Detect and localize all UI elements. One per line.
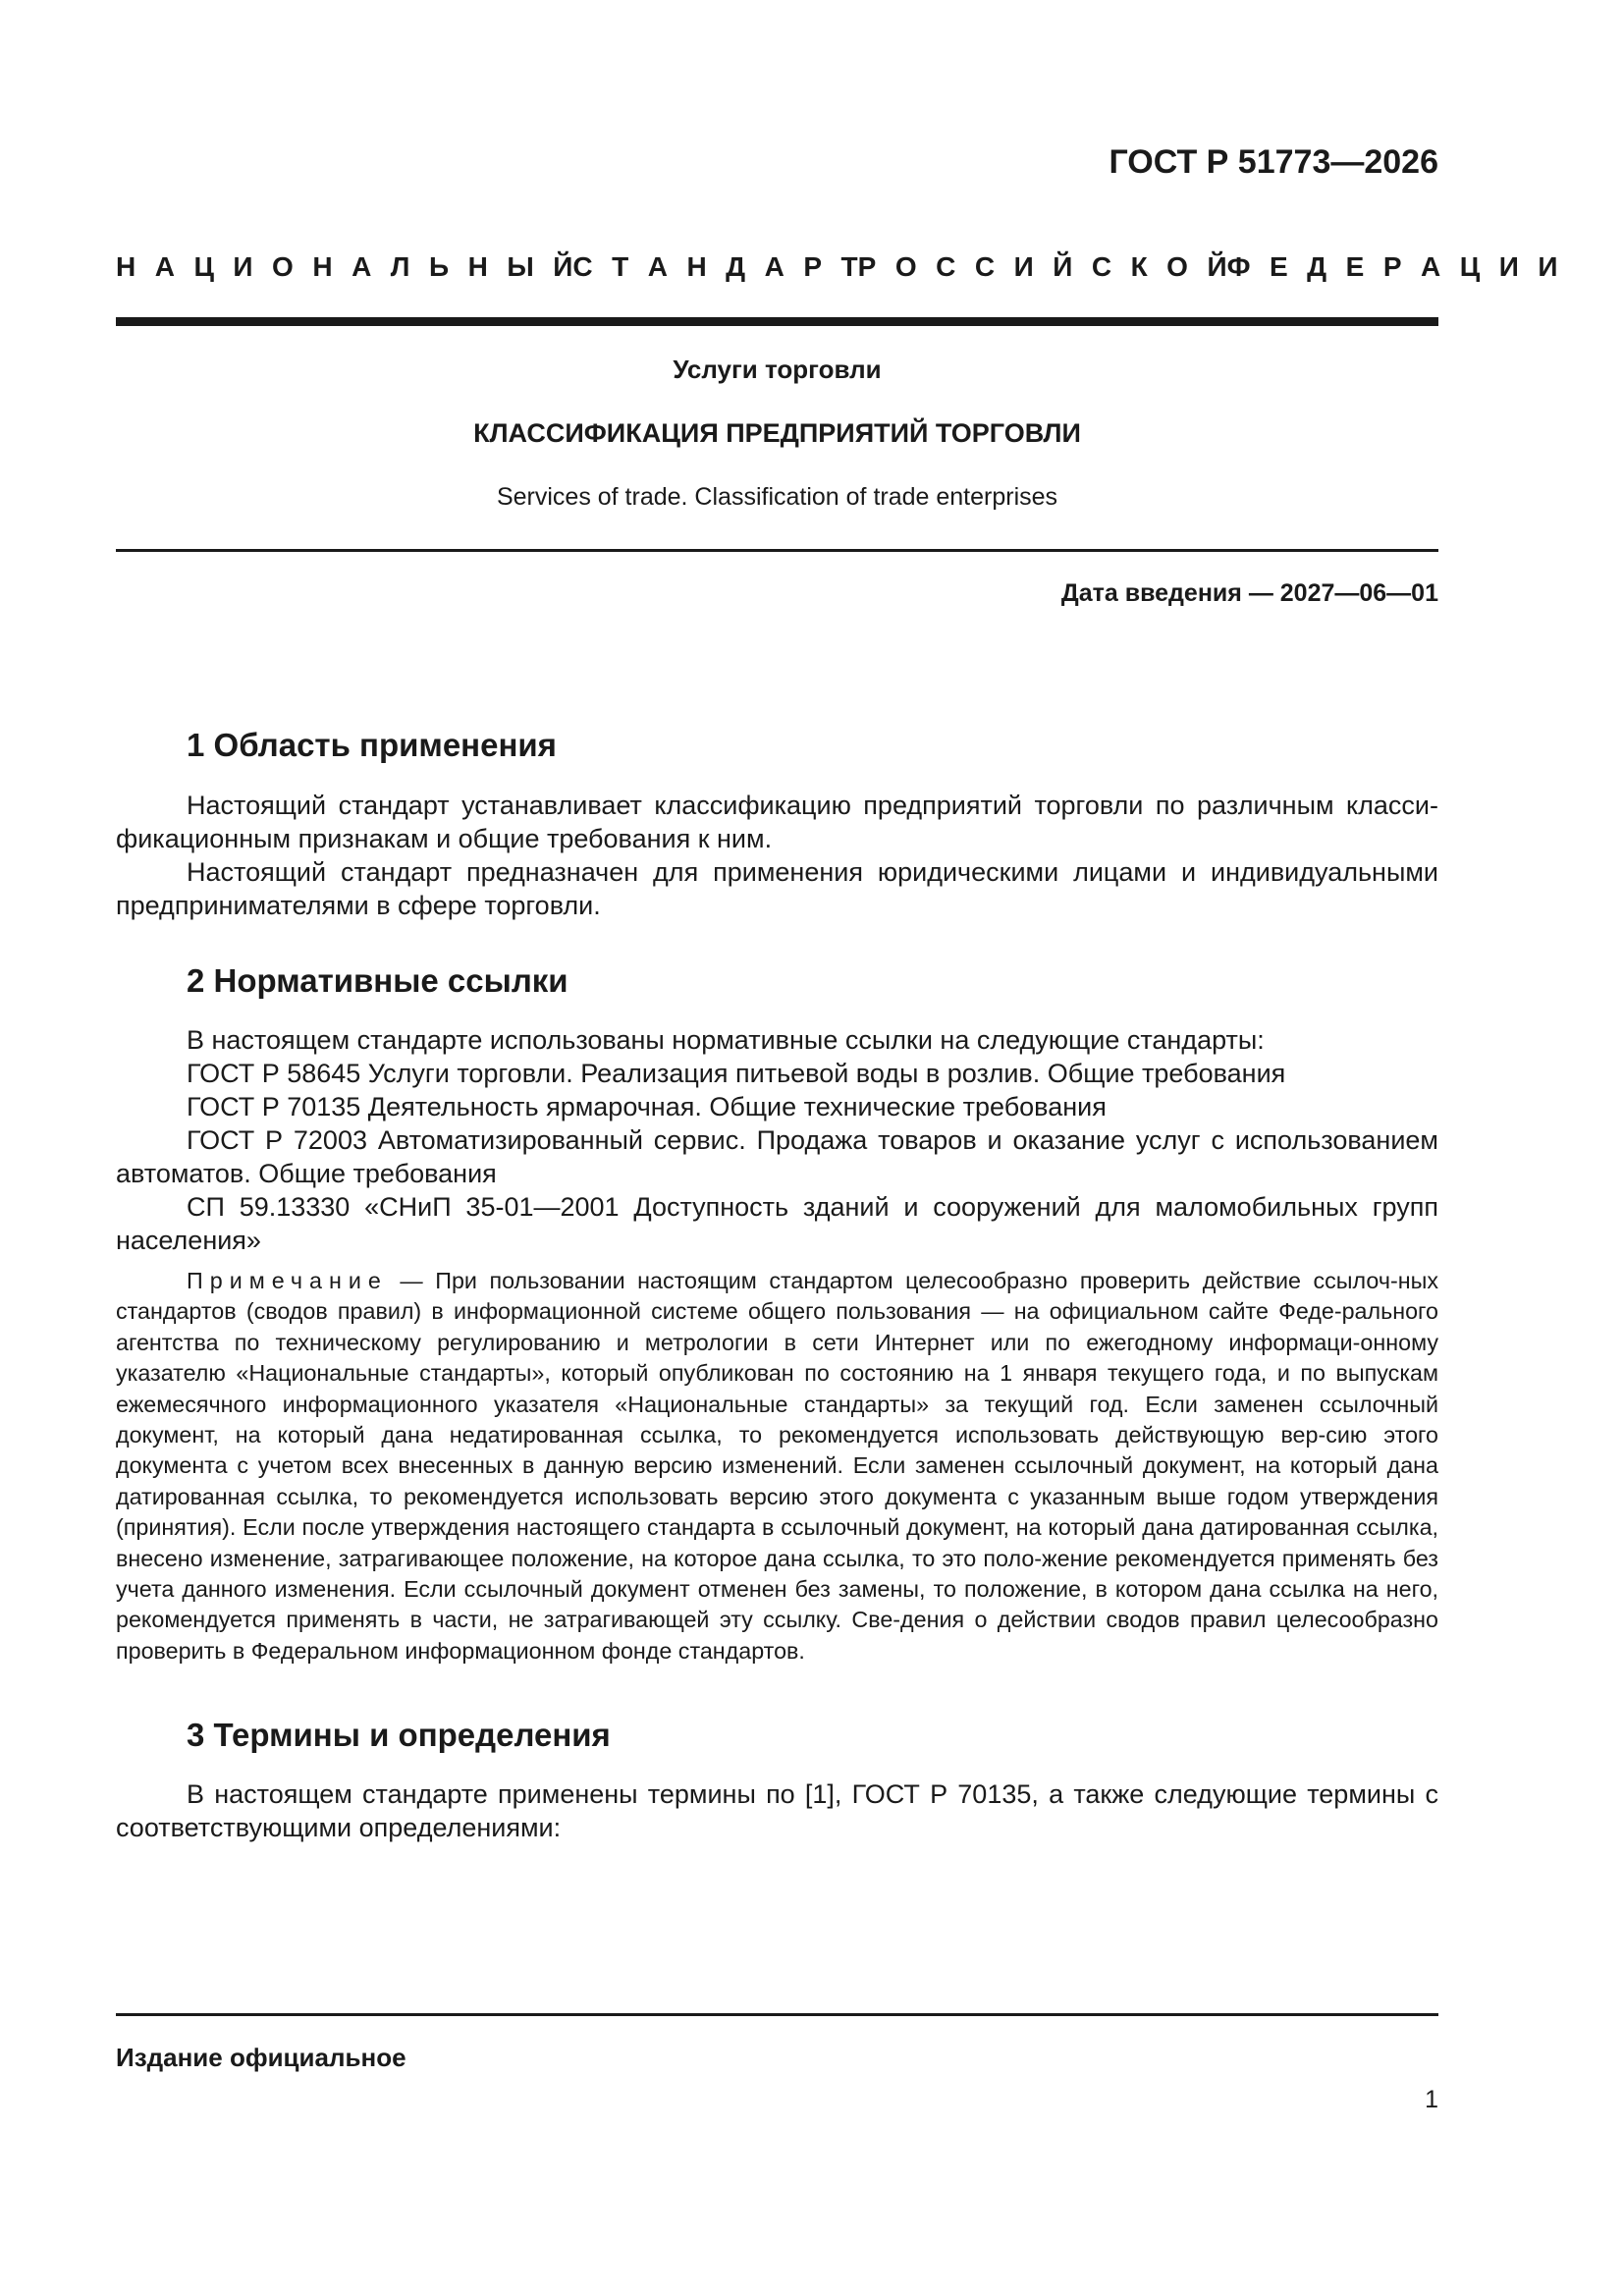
section-3-heading: 3 Термины и определения (187, 1717, 611, 1753)
normative-reference: ГОСТ Р 72003 Автоматизированный сервис. Продажа товаров и оказание услуг с использованием автоматов. Общие требования (116, 1125, 1438, 1188)
section-3-paragraph: В настоящем стандарте применены термины по [1], ГОСТ Р 70135, а также следующие термины с соответствующими определениями: (116, 1779, 1438, 1842)
normative-reference: СП 59.13330 «СНиП 35-01—2001 Доступность зданий и сооружений для маломобильных групп населения» (116, 1192, 1438, 1255)
title-divider-rule (116, 549, 1438, 552)
banner-word-4: Ф Е Д Е Р А Ц И И (1226, 251, 1558, 282)
banner-word-3: Р О С С И Й С К О Й (857, 251, 1227, 282)
section-1-body (116, 789, 1438, 922)
section-2-heading: 2 Нормативные ссылки (187, 962, 568, 999)
national-standard-banner (116, 251, 1558, 283)
normative-reference: ГОСТ Р 58645 Услуги торговли. Реализация питьевой воды в розлив. Общие требования (187, 1059, 1286, 1088)
normative-reference: ГОСТ Р 70135 Деятельность ярмарочная. Общие технические требования (187, 1092, 1107, 1121)
standard-subtitle: Услуги торговли (673, 355, 882, 384)
introduction-date: Дата введения — 2027—06—01 (1060, 579, 1438, 607)
note-label: Примечание (187, 1268, 388, 1293)
document-number: ГОСТ Р 51773—2026 (1109, 143, 1438, 181)
standard-title: КЛАССИФИКАЦИЯ ПРЕДПРИЯТИЙ ТОРГОВЛИ (473, 418, 1081, 448)
section-2-note (116, 1266, 1438, 1667)
section-1-paragraph: Настоящий стандарт устанавливает классификацию предприятий торговли по различным класси-фикационным признакам и общие требования к ним. (116, 791, 1438, 853)
normative-reference: В настоящем стандарте использованы нормативные ссылки на следующие стандарты: (187, 1025, 1265, 1055)
note-text: — При пользовании настоящим стандартом целесообразно проверить действие ссылоч-ных стандартов (сводов правил) в информационной системе общего пользования — на официальном сайте Феде-рального агентства по техническому регулированию и метрологии в сети Интернет или по ежегодному информаци-онному указателю «Национальные стандарты», который опубликован по состоянию на 1 января текущего года, и по выпускам ежемесячного информационного указателя «Национальные стандарты» за текущий год. Если заменен ссылочный документ, на который дана недатированная ссылка, то рекомендуется использовать действующую вер-сию этого документа с учетом всех внесенных в данную версию изменений. Если заменен ссылочный документ, на который дана датированная ссылка, то рекомендуется использовать версию этого документа с указанным выше годом утверждения (принятия). Если после утверждения настоящего стандарта в ссылочный документ, на который дана датированная ссылка, внесено изменение, затрагивающее положение, на которое дана ссылка, то это поло-жение рекомендуется применять без учета данного изменения. Если ссылочный документ отменен без замены, то положение, в котором дана ссылка на него, рекомендуется применять в части, не затрагивающей эту ссылку. Све-дения о действии сводов правил целесообразно проверить в Федеральном информационном фонде стандартов. (116, 1268, 1438, 1664)
section-2-body (116, 1023, 1438, 1257)
section-1-heading: 1 Область применения (187, 727, 557, 763)
banner-word-1: Н А Ц И О Н А Л Ь Н Ы Й (116, 251, 573, 282)
official-edition-label: Издание официальное (116, 2043, 406, 2072)
standard-title-english: Services of trade. Classification of trade enterprises (496, 483, 1058, 511)
page-number: 1 (1425, 2086, 1438, 2113)
banner-word-2: С Т А Н Д А Р Т (572, 251, 858, 282)
section-3-body (116, 1777, 1438, 1844)
section-1-paragraph: Настоящий стандарт предназначен для применения юридическими лицами и индивидуальными предпринимателями в сфере торговли. (116, 857, 1438, 920)
header-thick-rule (116, 317, 1438, 326)
footer-rule (116, 2013, 1438, 2016)
